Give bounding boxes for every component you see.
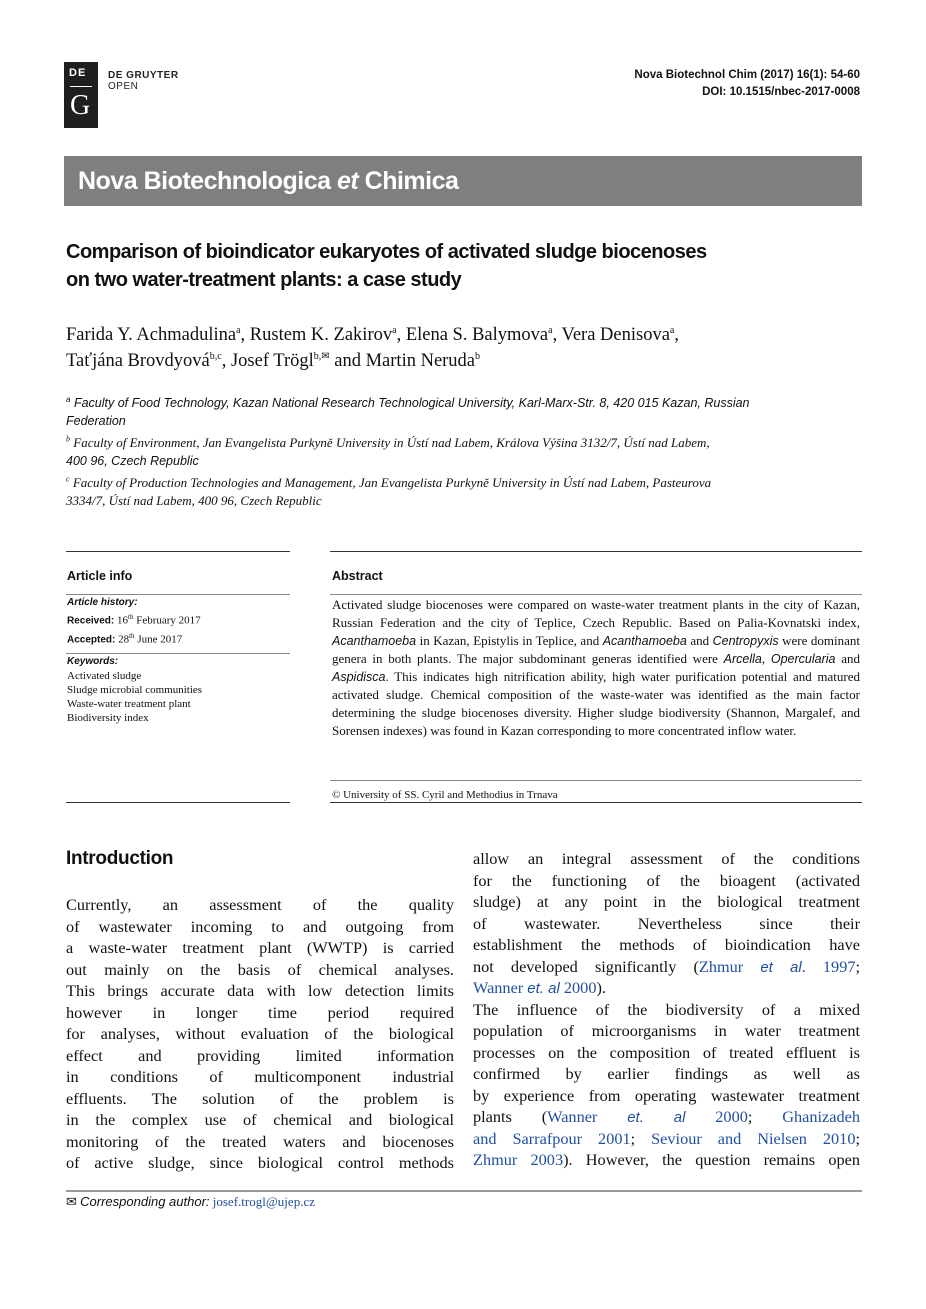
paper-title: Comparison of bioindicator eukaryotes of activated sludge biocenoses on two water-treatment plants: a case study [66,241,707,291]
author-line-1: Farida Y. Achmadulina$^a$, Rustem K. Zakirov$^a$, Elena S. Balymova$^a$, Vera Denisova$^a$, [66,324,679,345]
citation-link[interactable]: Zhmur 2003 [473,1150,564,1169]
citation-link[interactable]: Ghanizadeh [782,1107,860,1126]
journal-reference [634,67,860,101]
copyright: © University of SS. Cyril and Methodius in Trnava [332,789,558,801]
citation: Nova Biotechnol Chim (2017) 16(1): 54-60 [634,69,860,81]
keywords: Keywords: Activated sludge Sludge microbial communities Waste-water treatment plant Biodiversity index [67,655,287,725]
intro-right-column: allow an integral assessment of the conditions for the functioning of the bioagent (activated sludge) at any point in the biological treatment of wastewater. Nevertheless since their establishment the methods of bioindication have not developed significantly (Zhmur et al. 1997; Wanner et. al 2000). The influence of the biodiversity of a mixed population of microorganisms in water treatment processes on the composition of treated effluent is confirmed by earlier findings as well as by experience from operating wastewater treatment plants (Wanner et. al 2000; Ghanizadeh and Sarrafpour 2001; Seviour and Nielsen 2010; Zhmur 2003). However, the question remains open [473,849,860,1169]
publisher-name: DE GRUYTER OPEN [108,70,179,92]
article-history: Article history: Received: 16th February 2017 Accepted: 28th June 2017 [67,597,201,646]
intro-left-column: Currently, an assessment of the quality of wastewater incoming to and outgoing from a waste-water treatment plant (WWTP) is carried out mainly on the basis of chemical analyses. This brings accurate data with low detection limits however in longer time period required for analyses, without evaluation of the biological effect and providing limited information in conditions of multicomponent industrial effluents. The solution of the problem is in the complex use of chemical and biological monitoring of the treated waters and biocenoses of active sludge, since biological control methods [66,895,454,1172]
author-line-2: Taťjána Brovdyová$^{b,c}$, Josef Trögl$^{b,✉}$ and Martin Neruda$^b$ [66,350,481,371]
affiliation-b: $^b$ Faculty of Environment, Jan Evangelista Purkyně University in Ústí nad Labem, Králova Výšina 3132/7, Ústí nad Labem, 400 96, Czech Republic [66,434,710,468]
keyword-item: Sludge microbial communities [67,684,203,696]
citation-link[interactable]: and Sarrafpour 2001 [473,1128,631,1148]
doi: DOI: 10.1515/nbec-2017-0008 [702,86,860,98]
author-email-link[interactable]: josef.trogl@ujep.cz [212,1194,315,1209]
mail-icon: ✉ [321,350,330,362]
section-heading-introduction: Introduction [66,848,174,869]
abstract-heading: Abstract [332,569,383,583]
journal-banner: Nova Biotechnologica et Chimica [64,156,862,206]
article-info-heading: Article info [67,569,133,583]
citation-link[interactable]: Zhmur et al. 1997 [698,956,856,976]
corresponding-author: ✉ Corresponding author: josef.trogl@ujep.cz [66,1194,315,1209]
mail-icon: ✉ [66,1194,77,1209]
affiliation-a: $^a$ Faculty of Food Technology, Kazan National Research Technological University, Karl-Marx-Str. 8, 420 015 Kazan, Russian Federation [66,394,750,428]
abstract-body: Activated sludge biocenoses were compared on waste-water treatment plants in the city of Kazan, Russian Federation and the city of Teplice, Czech Republic. Based on Palia-Kovnatski index, Acanthamoeba in Kazan, Epistylis in Teplice, and Acanthamoeba and Centropyxis were dominant genera in both plants. The major subdominant generas identified were Arcella, Opercularia and Aspidisca. This indicates high nitrification ability, high water purification potential and matured activated sludge. Chemical composition of the waste-water was identified as the main factor determining the sludge biocenoses diversity. Higher sludge biodiversity (Shannon, Margalef, and Sorensen indexes) was found in Kazan corresponding to more concentrated inflow water. [332,597,860,738]
author-list [66,322,856,374]
keyword-item: Waste-water treatment plant [67,698,191,710]
affiliation-c: $^c$ Faculty of Production Technologies and Management, Jan Evangelista Purkyně University in Ústí nad Labem, Pasteurova 3334/7, Ústí nad Labem, 400 96, Czech Republic [66,474,712,508]
logo-de-text: DE [69,67,87,79]
keyword-item: Activated sludge [67,670,142,682]
citation-link[interactable]: Wanner et. al 2000 [547,1107,748,1126]
publisher-logo [64,62,98,128]
logo-g-text: G [70,90,91,121]
citation-link[interactable]: Seviour and Nielsen 2010 [651,1128,856,1148]
keyword-item: Biodiversity index [67,712,149,724]
citation-link[interactable]: Wanner et. al 2000 [473,978,597,997]
